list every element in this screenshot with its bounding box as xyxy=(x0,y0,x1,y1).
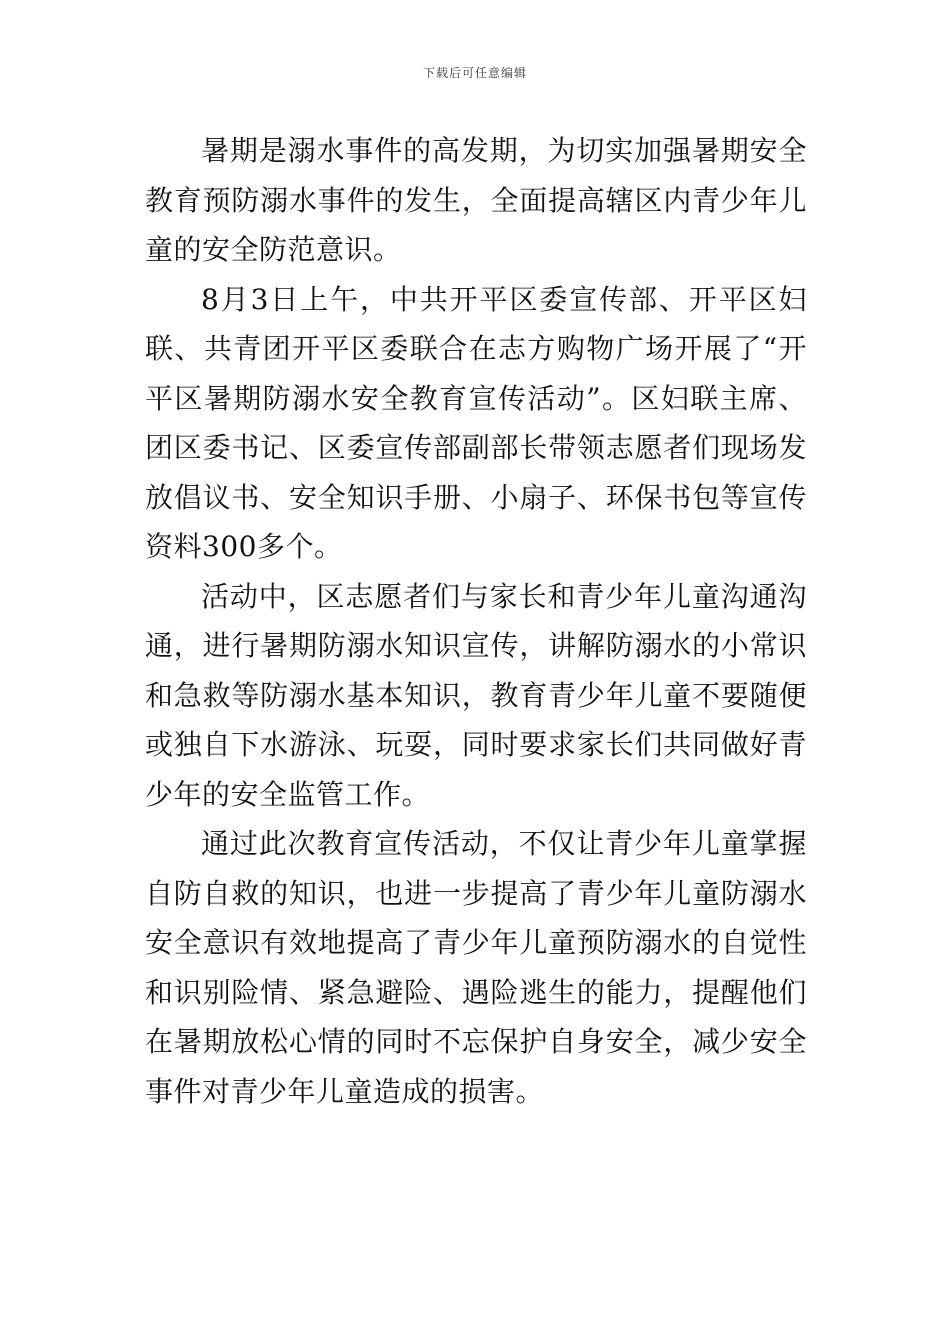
paragraph-conclusion: 通过此次教育宣传活动，不仅让青少年儿童掌握自防自救的知识，也进一步提高了青少年儿童防溺水安全意识有效地提高了青少年儿童预防溺水的自觉性和识别险情、紧急避险、遇险逃生的能力，提醒他们在暑期放松心情的同时不忘保护自身安全，减少安全事件对青少年儿童造成的损害。 xyxy=(145,827,807,1108)
paragraph-activity: 活动中，区志愿者们与家长和青少年儿童沟通沟通，进行暑期防溺水知识宣传，讲解防溺水的小常识和急救等防溺水基本知识，教育青少年儿童不要随便或独自下水游泳、玩耍，同时要求家长们共同做好青少年的安全监管工作。 xyxy=(145,579,807,811)
document-body xyxy=(145,126,807,1116)
page-header-note: 下载后可任意编辑 xyxy=(422,66,527,80)
paragraph-event: 8月3日上午，中共开平区委宣传部、开平区妇联、共青团开平区委联合在志方购物广场开展了“开平区暑期防溺水安全教育宣传活动”。区妇联主席、团区委书记、区委宣传部副部长带领志愿者们现场发放倡议书、安全知识手册、小扇子、环保书包等宣传资料300多个。 xyxy=(145,282,807,563)
paragraph-intro: 暑期是溺水事件的高发期，为切实加强暑期安全教育预防溺水事件的发生，全面提高辖区内青少年儿童的安全防范意识。 xyxy=(145,134,807,266)
